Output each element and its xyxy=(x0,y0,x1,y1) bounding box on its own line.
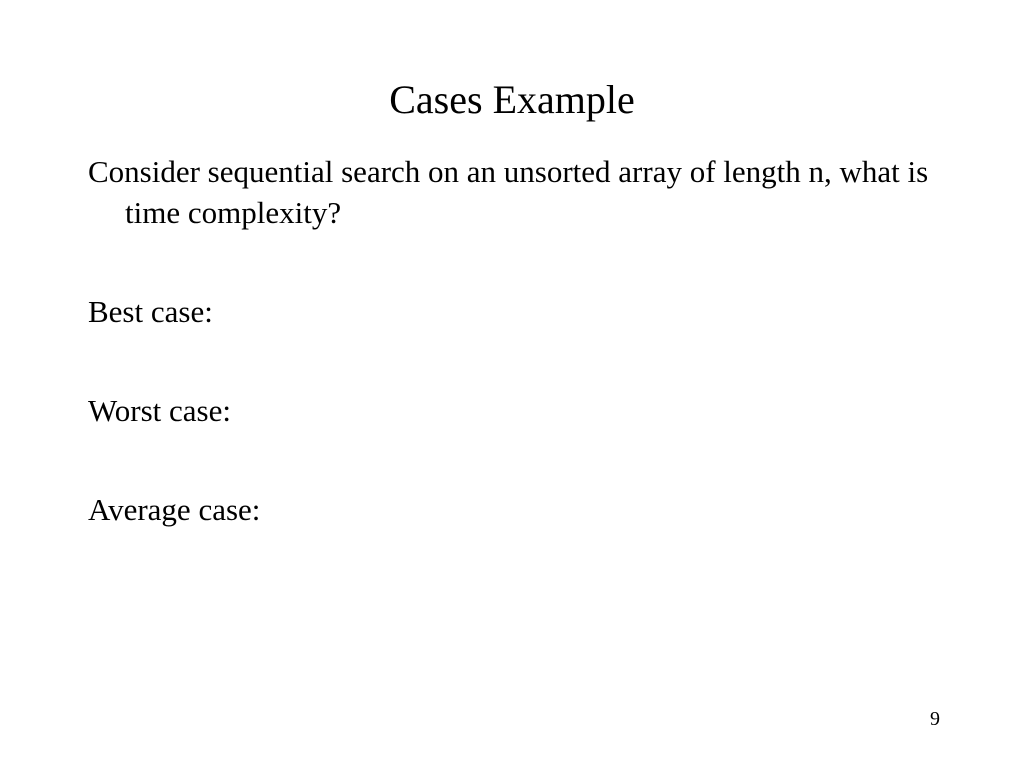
slide-title: Cases Example xyxy=(389,77,635,122)
average-case-label: Average case: xyxy=(88,492,261,527)
best-case-label: Best case: xyxy=(88,294,213,329)
page-number: 9 xyxy=(930,708,940,730)
worst-case-label: Worst case: xyxy=(88,393,231,428)
intro-paragraph: Consider sequential search on an unsorted array of length n, what is time complexity? xyxy=(88,154,929,230)
